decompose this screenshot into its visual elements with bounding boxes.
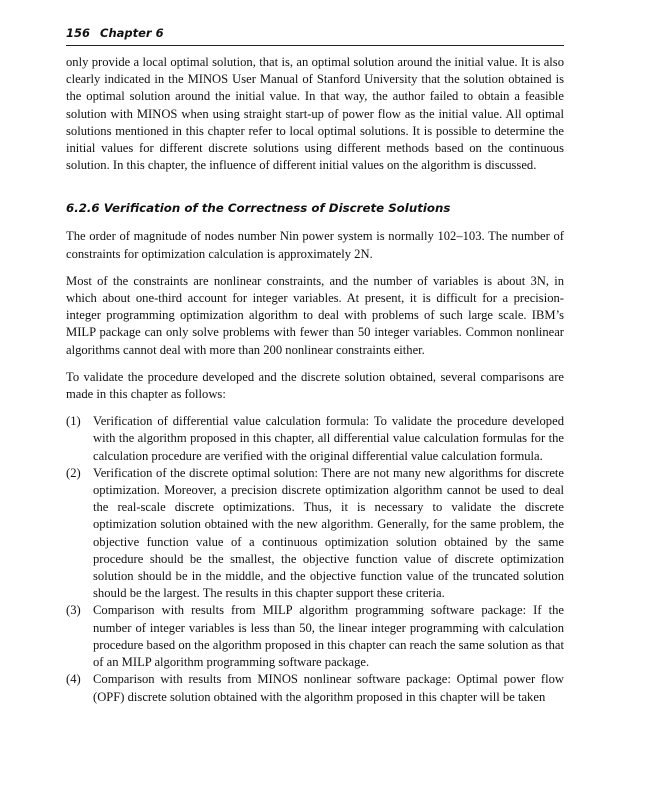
list-marker: (4): [66, 672, 81, 687]
list-item: [66, 465, 564, 603]
page-number: 156: [66, 26, 91, 40]
paragraph-constraints: Most of the constraints are nonlinear constraints, and the number of variables is about 3N, in which about one-third account for integer variables. At present, it is difficult for a precision-integer programming optimization algorithm to deal with problems of such large scale. IBM’s MILP package can only solve problems with fewer than 50 integer variables. Common nonlinear algorithms cannot deal with more than 200 nonlinear constraints either.: [66, 273, 564, 357]
comparison-list: [66, 413, 564, 705]
list-item-text: Verification of the discrete optimal solution: There are not many new algorithms for discrete optimization. Moreover, a precision discrete optimization algorithm cannot be used to deal the real-scale discrete optimizations. Thus, it is necessary to validate the discrete optimization solution obtained with the new algorithm. Generally, for the same problem, the objective function value of a continuous optimization solution obtained by the same procedure should be the smallest, the objective function value of discrete optimization solution should be in the middle, and the objective function value of the truncated solution should be the largest. The results in this chapter support these criteria.: [93, 465, 564, 601]
list-marker: (1): [66, 414, 81, 429]
intro-paragraph: only provide a local optimal solution, that is, an optimal solution around the initial value. It is also clearly indicated in the MINOS User Manual of Stanford University that the solution obtained is the optimal solution around the initial value. In that way, the author failed to obtain a feasible solution with MINOS when using straight start-up of power flow as the initial value. All optimal solutions mentioned in this chapter refer to local optimal solutions. It is possible to determine the initial values for different discrete solutions using different methods based on the continuous solution. In this chapter, the influence of different initial values on the algorithm is discussed.: [66, 55, 564, 173]
list-item-text: Comparison with results from MINOS nonlinear software package: Optimal power flow (OPF) discrete solution obtained with the algorithm proposed in this chapter will be taken: [93, 672, 564, 704]
list-item-text: Verification of differential value calculation formula: To validate the procedure developed with the algorithm proposed in this chapter, all differential value calculation formulas for the calculation procedure are verified with the original differential value calculation formula.: [93, 414, 564, 463]
list-marker: (2): [66, 465, 81, 480]
list-marker: (3): [66, 603, 81, 618]
list-item: [66, 602, 564, 671]
running-header: [66, 26, 564, 46]
list-item-text: Comparison with results from MILP algorithm programming software package: If the number of integer variables is less than 50, the linear integer programming with calculation procedure based on the algorithm proposed in this chapter can reach the same solution as that of an MILP algorithm programming software package.: [93, 603, 564, 670]
book-page: [66, 26, 564, 706]
section-heading: 6.2.6 Verification of the Correctness of Discrete Solutions: [66, 201, 451, 216]
list-item: [66, 413, 564, 465]
list-item: [66, 671, 564, 705]
paragraph-comparisons-intro: To validate the procedure developed and the discrete solution obtained, several comparisons are made in this chapter as follows:: [66, 369, 564, 402]
paragraph-node-count: The order of magnitude of nodes number Nin power system is normally 102–103. The number of constraints for optimization calculation is approximately 2N.: [66, 229, 564, 261]
chapter-title: Chapter 6: [100, 26, 164, 40]
